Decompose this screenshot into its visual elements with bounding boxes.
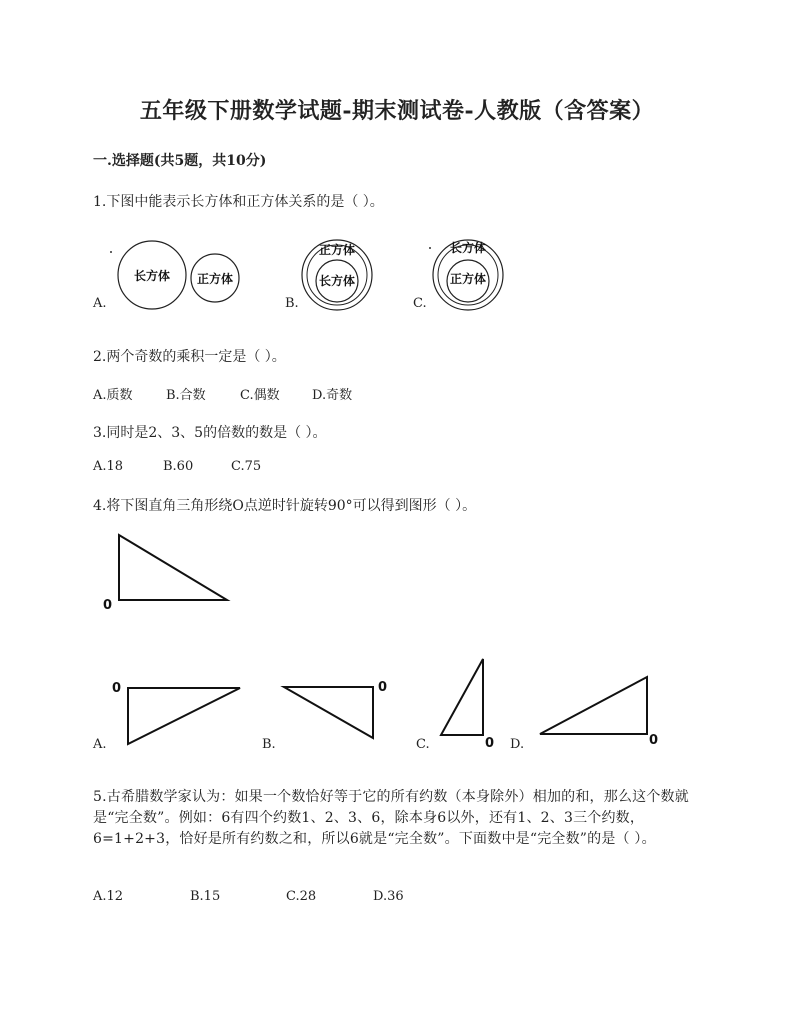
triangle-c <box>441 659 483 735</box>
q3-option-b[interactable]: B.60 <box>163 459 194 474</box>
q4-option-d-figure <box>535 672 665 747</box>
q2-option-b[interactable]: B.合数 <box>166 388 206 403</box>
q4-option-b-figure <box>280 678 400 748</box>
cuboid-label: 长方体 <box>318 274 356 288</box>
q3-option-a[interactable]: A.18 <box>93 459 124 474</box>
question-4-stem: 4.将下图直角三角形绕O点逆时针旋转90°可以得到图形（ ）。 <box>93 498 477 514</box>
q4-option-a-figure <box>110 680 250 750</box>
q1-option-a[interactable]: A. <box>93 296 107 311</box>
point-o-label: 0 <box>485 736 495 751</box>
cube-label: 正方体 <box>318 243 356 257</box>
question-1-stem: 1.下图中能表示长方体和正方体关系的是（ ）。 <box>93 194 384 210</box>
q1-option-b[interactable]: B. <box>285 296 299 311</box>
question-2-stem: 2.两个奇数的乘积一定是（ ）。 <box>93 349 286 365</box>
point-o-label: 0 <box>112 681 122 696</box>
question-5-stem: 5.古希腊数学家认为：如果一个数恰好等于它的所有约数（本身除外）相加的和，那么这个数就是“完全数”。例如：6有四个约数1、2、3、6，除本身6以外，还有1、2、3三个约数，6=1+2+3，恰好是所有约数之和，所以6就是“完全数”。下面数中是“完全数”的是（ ）。 <box>93 789 689 847</box>
triangle-b <box>284 687 373 738</box>
stray-dot <box>110 251 112 253</box>
q1-option-c[interactable]: C. <box>413 296 427 311</box>
page-title: 五年级下册数学试题-期末测试卷-人教版（含答案） <box>139 98 655 124</box>
q1-option-b-figure <box>300 235 390 315</box>
stray-dot <box>429 247 431 249</box>
q5-option-b[interactable]: B.15 <box>190 889 221 904</box>
q2-option-a[interactable]: A.质数 <box>93 388 133 403</box>
point-o-label: 0 <box>103 598 113 613</box>
cuboid-label: 长方体 <box>449 241 487 255</box>
q1-option-a-figure <box>105 235 255 315</box>
q4-option-a[interactable]: A. <box>93 737 107 752</box>
q5-option-a[interactable]: A.12 <box>93 889 124 904</box>
right-triangle <box>119 535 227 600</box>
q4-option-c-figure <box>435 655 505 750</box>
q4-original-triangle <box>100 530 240 615</box>
q4-option-c[interactable]: C. <box>416 737 430 752</box>
point-o-label: 0 <box>378 680 388 695</box>
q3-option-c[interactable]: C.75 <box>231 459 262 474</box>
point-o-label: 0 <box>649 733 659 748</box>
cube-label: 正方体 <box>196 272 234 286</box>
q5-option-c[interactable]: C.28 <box>286 889 317 904</box>
question-3-stem: 3.同时是2、3、5的倍数的数是（ ）。 <box>93 425 327 441</box>
q5-option-d[interactable]: D.36 <box>373 889 404 904</box>
q2-option-c[interactable]: C.偶数 <box>240 388 280 403</box>
q4-option-d[interactable]: D. <box>510 737 525 752</box>
q1-option-c-figure <box>425 235 515 315</box>
q2-option-d[interactable]: D.奇数 <box>312 388 353 403</box>
cube-label: 正方体 <box>449 272 487 286</box>
triangle-d <box>540 677 647 734</box>
cuboid-label: 长方体 <box>133 269 171 283</box>
q4-option-b[interactable]: B. <box>262 737 276 752</box>
section-header: 一.选择题(共5题，共10分) <box>93 153 267 169</box>
triangle-a <box>128 688 240 744</box>
